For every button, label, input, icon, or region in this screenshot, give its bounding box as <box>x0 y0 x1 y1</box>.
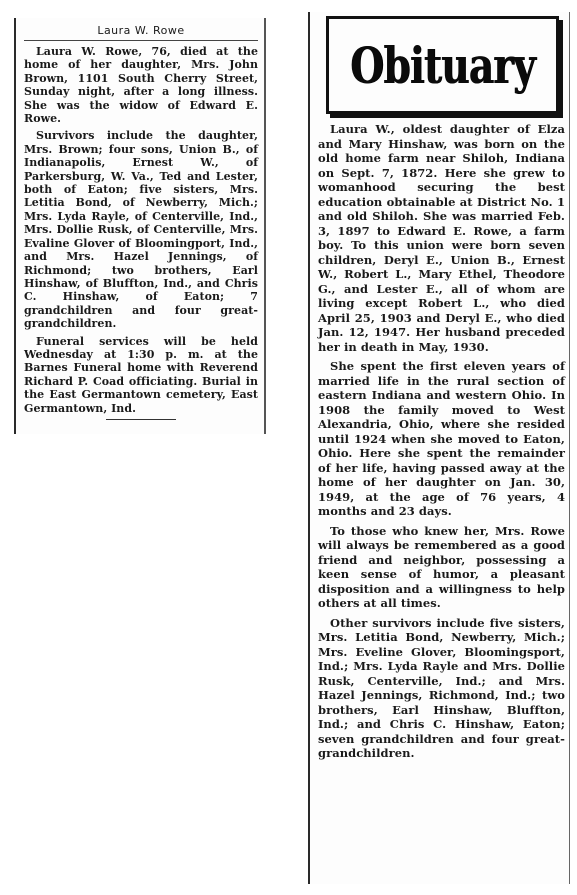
right-paragraph-4: Other survivors include five sisters, Mrs. Letitia Bond, Newberry, Mich.; Mrs. Eveline Glover, Bloomingsport, Ind.; Mrs. Lyda Rayle and Mrs. Dollie Rusk, Centerville, Ind.; and Mrs. Hazel Jennings, Richmond, Ind.; two brothers, Earl Hinshaw, Bluffton, Ind.; and Chris C. Hinshaw, Eaton; seven grandchildren and four great-grandchildren. <box>318 615 565 760</box>
left-newspaper-clipping <box>14 18 266 434</box>
obituary-masthead <box>326 16 559 114</box>
right-paragraph-3: To those who knew her, Mrs. Rowe will always be remembered as a good friend and neighbor, possessing a keen sense of humor, a pleasant disposition and a willingness to help others at all times. <box>318 523 565 610</box>
right-paragraph-2: She spent the first eleven years of married life in the rural section of eastern Indiana and western Ohio. In 1908 the family moved to West Alexandria, Ohio, where she resided until 1924 when she moved to Eaton, Ohio. Here she spent the remainder of her life, having passed away at the home of her daughter on Jan. 30, 1949, at the age of 76 years, 4 months and 23 days. <box>318 359 565 518</box>
right-paragraph-1: Laura W., oldest daughter of Elza and Mary Hinshaw, was born on the old home farm near Shiloh, Indiana on Sept. 7, 1872. Here she grew to womanhood securing the best education obtainable at District No. 1 and old Shiloh. She was married Feb. 3, 1897 to Edward E. Rowe, a farm boy. To this union were born seven children, Deryl E., Union B., Ernest W., Robert L., Mary Ethel, Theodore G., and Lester E., all of whom are living except Robert L., who died April 25, 1903 and Deryl E., who died Jan. 12, 1947. Her husband preceded her in death in May, 1930. <box>318 122 565 354</box>
left-paragraph-2: Survivors include the daughter, Mrs. Brown; four sons, Union B., of Indianapolis, Ernest W., of Parkersburg, W. Va., Ted and Lester, both of Eaton; five sisters, Mrs. Letitia Bond, of Newberry, Mich.; Mrs. Lyda Rayle, of Centerville, Ind., Mrs. Dollie Rusk, of Centerville, Mrs. Evaline Glover of Bloomingport, Ind., and Mrs. Hazel Jennings, of Richmond; two brothers, Earl Hinshaw, of Bluffton, Ind., and Chris C. Hinshaw, of Eaton; 7 grandchildren and four great-grandchildren. <box>24 129 258 331</box>
right-newspaper-clipping <box>308 12 570 884</box>
left-paragraph-1: Laura W. Rowe, 76, died at the home of her daughter, Mrs. John Brown, 1101 South Cherry Street, Sunday night, after a long illness. She was the widow of Edward E. Rowe. <box>24 45 258 126</box>
masthead-title: Obituary <box>350 35 535 95</box>
divider-rule <box>106 419 176 420</box>
clipping-heading: Laura W. Rowe <box>24 24 258 41</box>
left-paragraph-3: Funeral services will be held Wednesday at 1:30 p. m. at the Barnes Funeral home with Reverend Richard P. Coad officiating. Burial in the East Germantown cemetery, East Germantown, Ind. <box>24 334 258 415</box>
